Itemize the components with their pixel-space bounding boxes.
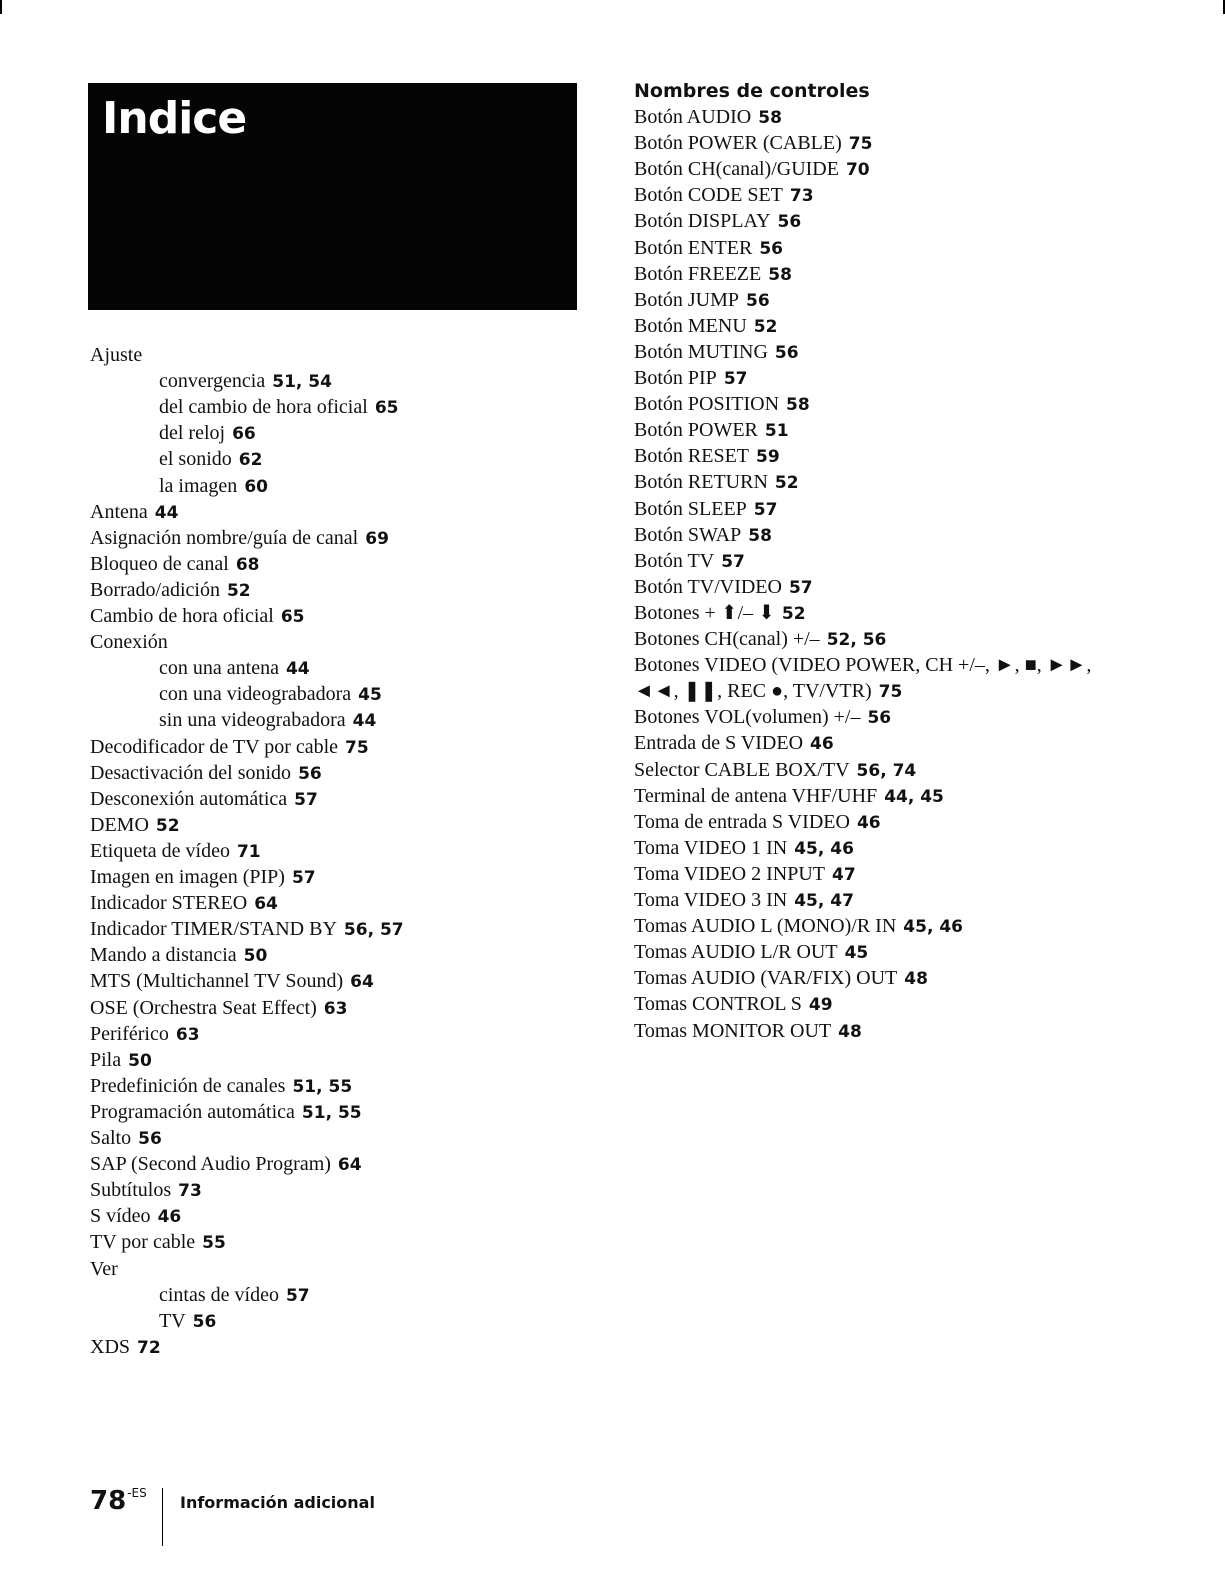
index-entry: [634, 1018, 862, 1045]
index-entry: [90, 942, 267, 969]
index-entry-term: Selector CABLE BOX/TV: [634, 758, 850, 781]
index-entry-term: Tomas MONITOR OUT: [634, 1019, 832, 1042]
index-entry: [90, 812, 180, 839]
index-entry: [634, 156, 870, 183]
index-entry: [90, 890, 278, 917]
index-entry-pages: 63: [323, 998, 348, 1019]
index-entry-term: ◄◄, ❚❚, REC ●, TV/VTR): [634, 680, 872, 703]
index-entry-term: Botón DISPLAY: [634, 210, 771, 233]
index-entry: [90, 1021, 200, 1048]
index-entry-term: Botones CH(canal) +/–: [634, 628, 820, 650]
index-entry: [634, 443, 780, 470]
index-entry-pages: 56: [759, 238, 784, 259]
index-entry-pages: 48: [838, 1021, 862, 1042]
index-entry-term: el sonido: [159, 448, 232, 471]
index-entry-pages: 45: [844, 943, 869, 964]
index-entry-term: Indicador TIMER/STAND BY: [90, 918, 337, 941]
index-entry: [634, 548, 745, 575]
index-entry-pages: 52: [753, 316, 778, 337]
index-entry: [159, 681, 382, 708]
index-entry-term: Botones VIDEO (VIDEO POWER, CH +/–, ►, ■, ►►,: [634, 654, 1092, 677]
index-entry-pages: 75: [848, 134, 873, 155]
index-entry-pages: 45: [358, 685, 382, 706]
index-entry-pages: 57: [285, 1285, 310, 1306]
index-entry-pages: 58: [786, 395, 810, 416]
page-edge-left: [0, 0, 2, 14]
index-entry-term: Toma VIDEO 3 IN: [634, 889, 788, 911]
index-entry-term: Mando a distancia: [90, 944, 237, 967]
page-number: [90, 1486, 147, 1516]
index-entry: [634, 652, 1091, 678]
index-entry-term: la imagen: [159, 474, 238, 497]
controls-heading: Nombres de controles: [634, 80, 870, 102]
index-entry: [634, 913, 963, 940]
index-entry-term: Botón RETURN: [634, 471, 768, 494]
index-entry: [159, 446, 262, 473]
index-entry-term: Botón POWER: [634, 419, 758, 442]
index-entry-pages: 59: [756, 447, 780, 468]
index-entry-pages: 75: [345, 737, 369, 758]
index-entry-pages: 68: [235, 554, 260, 575]
index-entry-term: TV: [159, 1309, 186, 1332]
index-entry-pages: 50: [128, 1050, 152, 1071]
index-entry-pages: 56: [867, 708, 892, 729]
index-entry: [634, 391, 810, 418]
index-entry-term: Botón TV: [634, 549, 715, 572]
index-entry-term: Botón RESET: [634, 445, 750, 468]
index-entry-term: Botón ENTER: [634, 236, 753, 259]
index-entry-pages: 51: [764, 421, 789, 442]
index-entry: [634, 365, 747, 392]
index-entry: [634, 939, 868, 966]
index-entry-term: cintas de vídeo: [159, 1283, 279, 1306]
index-entry-term: Botón PIP: [634, 367, 717, 389]
index-entry: [634, 130, 872, 157]
index-entry: [159, 1282, 310, 1309]
index-entry-pages: 45, 47: [794, 891, 854, 911]
index-entry: [90, 577, 251, 604]
index-entry-term: SAP (Second Audio Program): [90, 1153, 331, 1176]
index-entry-pages: 56: [298, 763, 322, 784]
index-entry-term: del reloj: [159, 422, 226, 445]
index-entry-term: Bloqueo de canal: [90, 552, 229, 575]
index-entry: [90, 1073, 352, 1100]
index-entry-pages: 66: [232, 424, 256, 445]
index-entry-term: Salto: [90, 1127, 132, 1149]
index-entry: [634, 522, 772, 549]
index-entry-term: Conexión: [90, 631, 168, 654]
index-entry-pages: 44: [352, 711, 377, 732]
index-entry: [634, 574, 813, 601]
index-entry-term: Indicador STEREO: [90, 892, 248, 915]
index-entry-pages: 44: [285, 659, 310, 680]
index-entry: [634, 730, 834, 757]
index-entry-pages: 51, 54: [272, 372, 332, 393]
index-entry-pages: 57: [753, 499, 778, 520]
index-entry: [634, 496, 777, 523]
index-entry: [634, 626, 886, 653]
index-entry-pages: 58: [748, 525, 772, 546]
index-entry-term: MTS (Multichannel TV Sound): [90, 970, 344, 993]
index-entry-term: Ver: [90, 1257, 118, 1280]
index-entry-term: Botón TV/VIDEO: [634, 575, 782, 598]
index-entry: [634, 469, 799, 496]
index-entry-term: S vídeo: [90, 1205, 151, 1228]
index-entry-pages: 46: [157, 1207, 182, 1228]
index-entry: [159, 368, 332, 395]
index-entry-pages: 56: [192, 1311, 217, 1332]
index-entry: [634, 678, 902, 705]
index-entry-pages: 56: [774, 342, 799, 363]
index-entry: [634, 208, 801, 235]
index-entry: [634, 991, 833, 1018]
title-banner: [88, 83, 577, 310]
index-entry: [634, 182, 814, 209]
index-entry: [159, 473, 268, 500]
index-entry-pages: 48: [904, 969, 928, 990]
index-entry: [90, 916, 404, 943]
index-entry: [90, 968, 374, 995]
index-entry: [159, 707, 376, 734]
page-number-suffix: -ES: [127, 1486, 147, 1500]
index-entry-pages: 52, 56: [826, 630, 887, 650]
index-entry: [90, 342, 142, 368]
index-entry: [634, 809, 881, 836]
index-entry: [634, 757, 916, 784]
index-entry-pages: 57: [723, 369, 748, 389]
index-entry-pages: 45, 46: [903, 917, 963, 938]
index-entry: [159, 394, 398, 421]
index-entry-pages: 51, 55: [292, 1076, 353, 1097]
index-entry-pages: 45, 46: [794, 838, 854, 859]
index-entry-term: Botón MUTING: [634, 340, 768, 363]
index-entry-pages: 52: [774, 473, 799, 494]
index-entry-term: del cambio de hora oficial: [159, 396, 368, 419]
index-entry-pages: 69: [365, 528, 389, 549]
index-entry-term: convergencia: [159, 370, 266, 393]
index-entry-pages: 64: [350, 972, 374, 993]
index-entry-term: con una antena: [159, 657, 279, 680]
index-entry: [90, 995, 347, 1022]
index-entry: [90, 1334, 161, 1361]
index-entry-pages: 49: [808, 995, 833, 1016]
footer-divider: [162, 1488, 163, 1546]
index-entry-term: Borrado/adición: [90, 578, 220, 601]
index-entry: [90, 1203, 181, 1230]
index-entry-term: con una videograbadora: [159, 683, 352, 706]
index-entry: [90, 1099, 362, 1126]
index-entry-term: Botón JUMP: [634, 288, 740, 311]
index-entry: [634, 339, 799, 366]
index-entry-pages: 44, 45: [884, 786, 944, 807]
index-entry-pages: 57: [291, 868, 316, 888]
index-entry-term: Botón FREEZE: [634, 262, 762, 285]
index-entry-term: Programación automática: [90, 1100, 295, 1123]
index-entry: [634, 835, 854, 862]
index-entry-pages: 56, 74: [856, 760, 917, 781]
index-entry: [90, 1229, 226, 1256]
index-entry-pages: 44: [154, 502, 179, 523]
index-entry-term: XDS: [90, 1335, 131, 1358]
index-entry-pages: 58: [768, 264, 792, 285]
index-entry-pages: 62: [238, 450, 263, 471]
index-entry-term: Tomas AUDIO L (MONO)/R IN: [634, 915, 897, 938]
index-entry: [90, 734, 369, 761]
index-entry-pages: 57: [721, 551, 745, 572]
index-entry: [90, 1177, 202, 1204]
index-entry-pages: 50: [243, 946, 268, 967]
index-entry-pages: 51, 55: [301, 1102, 362, 1123]
index-entry-term: OSE (Orchestra Seat Effect): [90, 996, 317, 1019]
index-entry-term: sin una videograbadora: [159, 709, 346, 732]
index-entry-term: Periférico: [90, 1022, 169, 1045]
index-entry: [634, 104, 782, 131]
index-entry-term: Botón SLEEP: [634, 497, 747, 520]
index-entry: [90, 1256, 118, 1282]
index-entry-term: Subtítulos: [90, 1179, 172, 1202]
index-entry-term: Desconexión automática: [90, 787, 288, 810]
index-entry-term: Tomas AUDIO (VAR/FIX) OUT: [634, 967, 898, 990]
page-title: Indice: [102, 93, 247, 144]
index-entry: [634, 600, 806, 627]
index-entry-pages: 56: [138, 1129, 162, 1149]
index-entry: [90, 499, 178, 526]
index-entry-pages: 64: [254, 894, 278, 915]
index-entry-term: Botón MENU: [634, 314, 747, 337]
index-entry-pages: 65: [374, 398, 399, 419]
page-number-value: 78: [90, 1486, 127, 1516]
index-entry-pages: 56: [777, 212, 802, 233]
index-entry: [90, 760, 322, 787]
index-entry: [634, 313, 777, 340]
index-entry-pages: 73: [178, 1181, 202, 1202]
index-entry-term: Predefinición de canales: [90, 1074, 286, 1097]
index-entry-term: Botón CODE SET: [634, 184, 783, 207]
index-entry-pages: 72: [137, 1337, 161, 1358]
index-entry: [90, 1047, 152, 1074]
index-entry: [90, 1151, 362, 1178]
index-entry-term: Botones VOL(volumen) +/–: [634, 706, 861, 729]
index-entry-pages: 75: [878, 682, 903, 703]
index-entry-term: Terminal de antena VHF/UHF: [634, 784, 878, 807]
index-entry-pages: 64: [337, 1155, 362, 1176]
index-entry-term: Imagen en imagen (PIP): [90, 866, 285, 888]
index-entry-pages: 63: [175, 1024, 200, 1045]
index-entry: [90, 629, 168, 655]
index-entry: [634, 417, 789, 444]
index-entry-pages: 52: [155, 815, 180, 836]
index-entry-pages: 71: [236, 841, 261, 862]
index-entry: [634, 965, 928, 992]
index-entry-pages: 70: [845, 160, 870, 181]
index-entry-pages: 52: [226, 580, 251, 601]
index-entry-term: DEMO: [90, 813, 149, 836]
index-entry: [634, 704, 891, 731]
index-entry: [634, 261, 792, 288]
index-entry-term: TV por cable: [90, 1231, 196, 1254]
index-entry-pages: 65: [280, 607, 305, 627]
index-entry-term: Botón POWER (CABLE): [634, 132, 842, 155]
index-entry: [90, 786, 318, 813]
index-entry-term: Toma VIDEO 2 INPUT: [634, 862, 825, 885]
footer-section-title: Información adicional: [180, 1493, 375, 1512]
index-entry-term: Cambio de hora oficial: [90, 605, 274, 627]
index-entry: [90, 551, 260, 578]
index-entry-term: Asignación nombre/guía de canal: [90, 526, 359, 549]
index-entry-term: Botón CH(canal)/GUIDE: [634, 158, 839, 181]
index-entry: [634, 287, 770, 314]
index-entry-term: Decodificador de TV por cable: [90, 735, 339, 758]
index-entry: [90, 525, 389, 552]
index-entry: [90, 864, 316, 891]
index-entry: [90, 838, 261, 865]
index-entry: [159, 1308, 216, 1335]
index-entry-pages: 55: [202, 1233, 226, 1254]
index-entry-term: Pila: [90, 1048, 122, 1071]
index-entry-term: Desactivación del sonido: [90, 761, 292, 784]
index-entry-pages: 57: [294, 789, 318, 810]
index-entry-term: Botones + ⬆/– ⬇: [634, 601, 775, 624]
index-entry-term: Botón POSITION: [634, 393, 780, 416]
index-entry: [90, 603, 305, 630]
index-entry: [90, 1125, 162, 1152]
index-entry-pages: 52: [781, 603, 806, 624]
index-entry-term: Botón SWAP: [634, 523, 742, 546]
index-entry: [634, 783, 944, 810]
index-entry-pages: 60: [244, 476, 268, 497]
index-entry-pages: 56: [746, 290, 770, 311]
index-entry-pages: 58: [758, 108, 782, 128]
index-entry-pages: 47: [832, 864, 856, 885]
index-entry-pages: 46: [810, 734, 834, 755]
index-entry-pages: 56, 57: [343, 920, 404, 941]
index-entry-pages: 46: [856, 812, 881, 833]
index-entry-term: Botón AUDIO: [634, 106, 752, 128]
index-entry-term: Antena: [90, 500, 148, 523]
index-entry-pages: 73: [789, 186, 814, 207]
index-entry-term: Tomas AUDIO L/R OUT: [634, 941, 838, 964]
index-entry: [634, 861, 856, 888]
index-entry: [159, 420, 256, 447]
index-entry-term: Tomas CONTROL S: [634, 993, 802, 1016]
index-entry-term: Toma de entrada S VIDEO: [634, 810, 850, 833]
index-entry-term: Entrada de S VIDEO: [634, 732, 804, 755]
index-entry: [634, 235, 783, 262]
index-entry-term: Ajuste: [90, 344, 143, 366]
index-entry-term: Toma VIDEO 1 IN: [634, 836, 788, 859]
index-entry-term: Etiqueta de vídeo: [90, 839, 230, 862]
index-entry: [634, 887, 854, 914]
index-entry: [159, 655, 310, 682]
index-entry-pages: 57: [788, 577, 813, 598]
